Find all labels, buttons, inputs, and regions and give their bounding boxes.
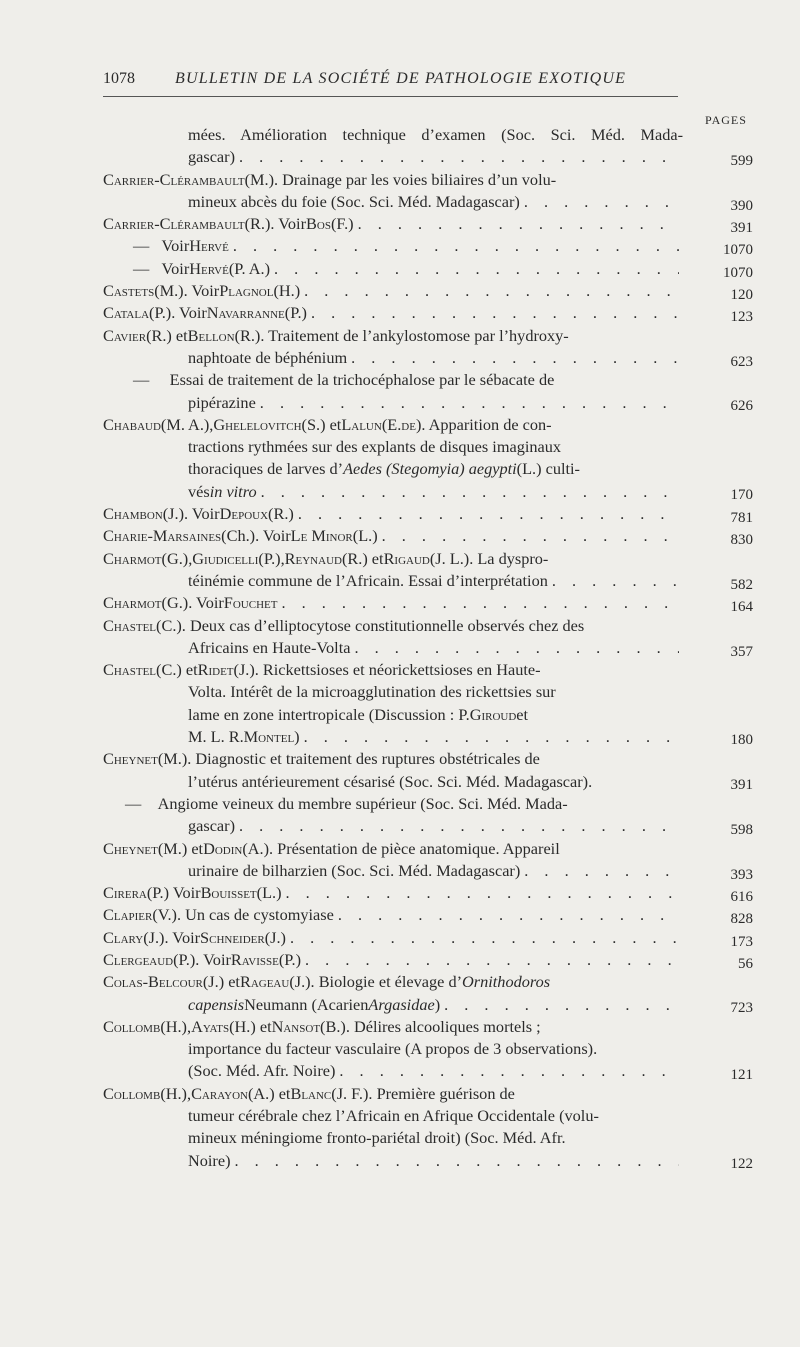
author-name: Giroud [469, 704, 517, 724]
cross-ref: Bouisset [200, 883, 257, 903]
entry-line: Noire) [188, 1150, 231, 1170]
entry-line: mineux abcès du foie (Soc. Sci. Méd. Madagascar) [188, 191, 520, 211]
page-ref: 828 [730, 911, 753, 928]
author-name: Charmot [103, 593, 162, 613]
entry-line: mées. Amélioration technique d’examen (Soc. Sci. Méd. Mada- [188, 125, 683, 144]
entry-text: thoraciques de larves d’ [188, 459, 344, 479]
entry-text: vés [188, 481, 210, 501]
author-name: Montel [243, 727, 295, 747]
entry-line: mineux méningiome fronto-pariétal droit) (Soc. Méd. Afr. [188, 1128, 566, 1148]
index-entry [103, 548, 753, 593]
page-ref: 357 [730, 643, 753, 660]
entry-text: (J.). Biologie et élevage d’ [289, 972, 463, 992]
index-entry [103, 838, 753, 883]
entry-line: l’utérus antérieurement césarisé (Soc. Sci. Méd. Madagascar). [188, 771, 593, 791]
index-entry [103, 1083, 753, 1172]
page-ref: 180 [730, 732, 753, 749]
index-entry [103, 882, 753, 906]
entry-line: Angiome veineux du membre supérieur (Soc. Sci. Méd. Mada- [157, 793, 568, 813]
dash: — [133, 370, 150, 390]
entry-text: (R.) [268, 504, 294, 524]
author-name: Giudicelli [192, 548, 259, 568]
author-name: Clapier [103, 905, 153, 925]
entry-line: gascar) [188, 816, 235, 836]
page-ref: 120 [730, 287, 753, 304]
page-ref: 623 [730, 353, 753, 370]
entry-line: Volta. Intérêt de la microagglutination des rickettsies sur [188, 682, 556, 702]
entry-text: (R.) et [146, 325, 188, 345]
index-entry [103, 235, 753, 259]
index-entry [103, 369, 753, 415]
cross-ref: Navarranne [206, 303, 285, 323]
index-entry [103, 325, 753, 370]
index-entry [103, 592, 753, 616]
cross-ref: Fouchet [223, 593, 278, 613]
entry-text: (H.), [160, 1016, 192, 1036]
entry-line: urinaire de bilharzien (Soc. Sci. Méd. Madagascar) [188, 860, 521, 880]
entry-text: (A.) et [247, 1083, 291, 1103]
author-name: Carayon [191, 1083, 248, 1103]
entry-text: (P.). Voir [149, 303, 207, 323]
page-ref: 391 [730, 220, 753, 237]
page-ref: 598 [730, 821, 753, 838]
entry-text: lame en zone intertropicale (Discussion : P. [188, 704, 470, 724]
author-name: Dodin [203, 838, 243, 858]
entry-line: Africains en Haute-Volta [188, 637, 351, 657]
species-name: Aedes (Stegomyia) aegypti [343, 459, 517, 479]
index-entry [103, 169, 753, 214]
author-name: Collomb [103, 1083, 161, 1103]
cross-ref: Hervé [189, 236, 229, 256]
page-ref: 170 [730, 486, 753, 503]
entry-text: (C.) et [156, 660, 198, 680]
entry-text: et [516, 704, 529, 724]
entry-text: (A.). Présentation de pièce anatomique. Appareil [242, 838, 560, 858]
page-ref: 164 [730, 599, 753, 616]
page-ref: 723 [730, 1000, 753, 1017]
index-entry [103, 748, 753, 794]
page-ref: 830 [730, 532, 753, 549]
cross-ref: Depoux [219, 504, 269, 524]
pages-column-label: PAGES [705, 113, 747, 127]
author-name: Carrier-Clérambault [103, 169, 245, 189]
index-entry [103, 213, 753, 237]
author-name: Clary [103, 927, 144, 947]
entry-text: (P. A.) [228, 258, 271, 278]
entry-text: Voir [161, 258, 190, 278]
page-ref: 56 [738, 955, 753, 972]
entry-text: (J. F.). Première guérison de [331, 1083, 515, 1103]
author-name: Collomb [103, 1016, 161, 1036]
entry-line: importance du facteur vasculaire (A propos de 3 observations). [188, 1039, 598, 1059]
entry-text: (G.). Voir [161, 593, 224, 613]
author-name: Cheynet [103, 749, 158, 769]
dash: — [125, 793, 142, 813]
particle: de [401, 414, 416, 434]
index-entry [103, 971, 753, 1017]
italic-term: in vitro [209, 481, 257, 501]
entry-text: (S.) et [301, 414, 342, 434]
page-ref: 121 [730, 1066, 753, 1083]
page-ref: 391 [730, 777, 753, 794]
index-entry [103, 659, 753, 749]
author-name: Cheynet [103, 838, 158, 858]
author-name: Bellon [187, 325, 235, 345]
entry-text: Voir [161, 236, 190, 256]
dash: — [133, 258, 150, 278]
cross-ref: Plagnol [219, 281, 274, 301]
entry-text: (H.), [160, 1083, 192, 1103]
entry-line: gascar) [188, 147, 235, 167]
page-ref: 173 [730, 933, 753, 950]
entry-line: tumeur cérébrale chez l’Africain en Afrique Occidentale (volu- [188, 1106, 599, 1126]
index-entry [103, 1016, 753, 1083]
author-name: Ayats [191, 1016, 230, 1036]
entry-text: (J.). Rickettsioses et néorickettsioses en Haute- [233, 660, 541, 680]
page-ref: 393 [730, 866, 753, 883]
index-entry [103, 414, 753, 503]
entry-text: (R.). Traitement de l’ankylostomose par l’hydroxy- [234, 325, 569, 345]
entry-text: (M.). Drainage par les voies biliaires d’un volu- [244, 169, 557, 189]
page-ref: 1070 [723, 242, 753, 259]
page-ref: 123 [730, 309, 753, 326]
page-ref: 582 [730, 576, 753, 593]
entry-text: (P.) [284, 303, 307, 323]
running-title: BULLETIN DE LA SOCIÉTÉ DE PATHOLOGIE EXOTIQUE [175, 70, 627, 87]
entry-text: (J.) [264, 927, 286, 947]
author-name: Chastel [103, 615, 157, 635]
entry-text: (P.) [278, 949, 302, 969]
cross-ref: Le Minor [290, 526, 353, 546]
entry-text: (H.) et [229, 1016, 272, 1036]
entry-text: (R.) et [341, 548, 384, 568]
entry-text: ). Apparition de con- [415, 414, 552, 434]
entry-text: (J. L.). La dyspro- [429, 548, 549, 568]
author-name: Carrier-Clérambault [103, 214, 245, 234]
entry-text: (M.). Diagnostic et traitement des ruptures obstétricales de [157, 749, 540, 769]
entry-text: (F.) [330, 214, 354, 234]
page-ref: 781 [730, 510, 753, 527]
entry-text: (L.) [352, 526, 378, 546]
entry-line: (Soc. Méd. Afr. Noire) [188, 1061, 336, 1081]
entry-text: M. L. R. [188, 727, 244, 747]
page-ref: 390 [730, 197, 753, 214]
index-entry [103, 503, 753, 527]
entry-text: (M.). Voir [154, 281, 220, 301]
author-name: Chambon [103, 504, 163, 524]
entry-text: (L.) [256, 883, 282, 903]
cross-ref: Ravisse [230, 949, 279, 969]
entry-line: tractions rythmées sur des explants de disques imaginaux [188, 437, 562, 457]
cross-ref: Hervé [189, 258, 229, 278]
entry-text: (B.). Délires alcooliques mortels ; [320, 1016, 541, 1036]
page-number: 1078 [103, 70, 135, 87]
page-ref: 122 [730, 1155, 753, 1172]
dash: — [133, 236, 150, 256]
index-entry [103, 124, 753, 169]
running-header [103, 68, 678, 97]
entry-text: (L.) culti- [516, 459, 580, 479]
entry-line: naphtoate de béphénium [188, 347, 348, 367]
index-entry [103, 793, 753, 838]
entry-text: (C.). Deux cas d’elliptocytose constitutionnelle observés chez des [156, 615, 585, 635]
entry-text: (V.). Un cas de cystomyiase [152, 905, 334, 925]
author-name: Blanc [290, 1083, 332, 1103]
entry-line: téinémie commune de l’Africain. Essai d’interprétation [188, 570, 548, 590]
page-ref: 616 [730, 889, 753, 906]
species-name: Ornithodoros [462, 972, 551, 992]
index-entry [103, 927, 753, 950]
entry-text: (G.), [161, 548, 193, 568]
author-name: Clergeaud [103, 949, 174, 969]
index-entry [103, 525, 753, 549]
entry-text: (M.) et [157, 838, 204, 858]
author-name: Lalun [341, 414, 382, 434]
author-name: Cavier [103, 325, 147, 345]
taxon-name: Argasidae [368, 994, 435, 1014]
author-name: Nansot [271, 1016, 321, 1036]
entry-line: pipérazine [188, 392, 256, 412]
entry-text: (J.). Voir [143, 927, 201, 947]
author-name: Charie-Marsaines [103, 526, 222, 546]
author-name: Colas-Belcour [103, 972, 203, 992]
author-name: Catala [103, 303, 150, 323]
entry-text: (E. [381, 414, 402, 434]
index-entries [103, 124, 753, 1172]
entry-text: ) [294, 727, 300, 747]
author-name: Charmot [103, 548, 162, 568]
page-ref: 626 [730, 398, 753, 415]
entry-text: (J.) et [202, 972, 240, 992]
entry-text: (P.) Voir [146, 883, 201, 903]
entry-line: Essai de traitement de la trichocéphalose par le sébacate de [169, 370, 555, 390]
index-entry [103, 302, 753, 326]
entry-text: (P.). Voir [173, 949, 231, 969]
index-entry [103, 258, 753, 281]
entry-text: (J.). Voir [162, 504, 220, 524]
index-entry [103, 904, 753, 928]
cross-ref: Schneider [200, 927, 265, 947]
author-name: Reynaud [284, 548, 342, 568]
entry-text: (H.) [273, 281, 301, 301]
entry-text: ) [434, 994, 441, 1014]
author-name: Chastel [103, 660, 157, 680]
author-name: Rigaud [383, 548, 430, 568]
author-name: Rageau [239, 972, 290, 992]
author-name: Cirera [103, 883, 147, 903]
entry-text: (P.), [258, 548, 285, 568]
entry-text: (M. A.), [160, 414, 214, 434]
author-name: Castets [103, 281, 155, 301]
page-ref: 1070 [723, 264, 753, 281]
index-entry [103, 949, 753, 972]
entry-text: (R.). Voir [244, 214, 307, 234]
index-entry [103, 280, 753, 304]
author-name: Ghelelovitch [213, 414, 302, 434]
cross-ref: Bos [306, 214, 331, 234]
entry-text: Neumann (Acarien [244, 994, 369, 1014]
author-name: Ridet [197, 660, 234, 680]
author-name: Chabaud [103, 414, 161, 434]
entry-text: (Ch.). Voir [221, 526, 291, 546]
species-name: capensis [188, 994, 245, 1014]
index-entry [103, 615, 753, 660]
page-ref: 599 [730, 153, 753, 169]
